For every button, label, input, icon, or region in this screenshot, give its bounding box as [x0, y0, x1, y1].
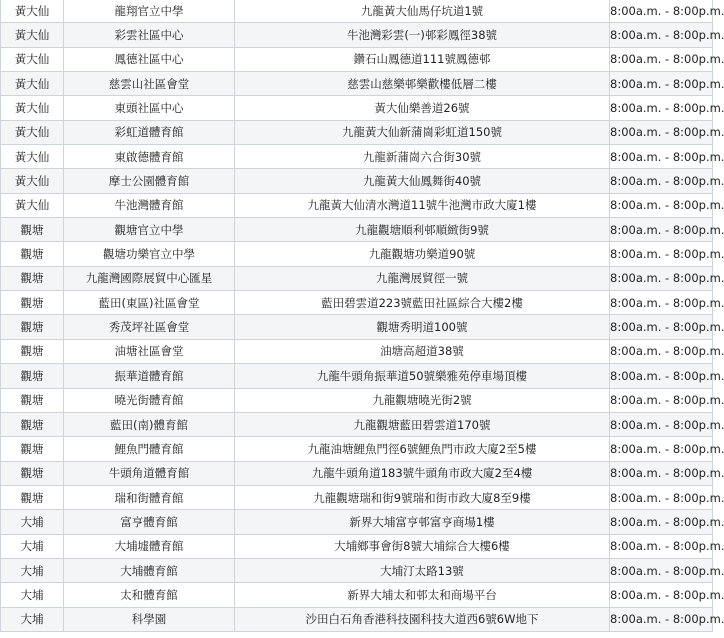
venue-name-cell: 科學園 — [64, 607, 235, 631]
venue-name-cell: 大埔體育館 — [64, 558, 235, 582]
district-cell: 觀塘 — [1, 291, 64, 315]
venue-name-cell: 藍田(南)體育館 — [64, 412, 235, 436]
district-cell: 大埔 — [1, 534, 64, 558]
district-cell: 黃大仙 — [1, 145, 64, 169]
venue-name-cell: 彩虹道體育館 — [64, 120, 235, 144]
table-row — [1, 607, 713, 631]
table-row — [1, 461, 713, 485]
address-cell: 新界大埔富亨邨富亨商場1樓 — [235, 510, 610, 534]
venue-name-cell: 彩雲社區中心 — [64, 23, 235, 47]
venue-name-cell: 太和體育館 — [64, 583, 235, 607]
venue-name-cell: 鯉魚門體育館 — [64, 437, 235, 461]
table-row — [1, 47, 713, 71]
table-row — [1, 145, 713, 169]
venue-name-cell: 東啟德體育館 — [64, 145, 235, 169]
opening-hours-cell: 8:00a.m. - 8:00p.m. — [610, 364, 713, 388]
opening-hours-cell: 8:00a.m. - 8:00p.m. — [610, 485, 713, 509]
address-cell: 九龍觀塘曉光街2號 — [235, 388, 610, 412]
table-row — [1, 315, 713, 339]
table-row — [1, 583, 713, 607]
venue-name-cell: 鳳德社區中心 — [64, 47, 235, 71]
district-cell: 大埔 — [1, 607, 64, 631]
venue-name-cell: 龍翔官立中學 — [64, 0, 235, 23]
table-row — [1, 437, 713, 461]
district-cell: 觀塘 — [1, 364, 64, 388]
venue-name-cell: 東頭社區中心 — [64, 96, 235, 120]
venue-name-cell: 牛頭角道體育館 — [64, 461, 235, 485]
address-cell: 九龍觀塘瑞和街9號瑞和街市政大廈8至9樓 — [235, 485, 610, 509]
district-cell: 黃大仙 — [1, 23, 64, 47]
opening-hours-cell: 8:00a.m. - 8:00p.m. — [610, 437, 713, 461]
opening-hours-cell: 8:00a.m. - 8:00p.m. — [610, 266, 713, 290]
opening-hours-cell: 8:00a.m. - 8:00p.m. — [610, 583, 713, 607]
opening-hours-cell: 8:00a.m. - 8:00p.m. — [610, 534, 713, 558]
venue-name-cell: 曉光街體育館 — [64, 388, 235, 412]
table-row — [1, 364, 713, 388]
table-row — [1, 120, 713, 144]
address-cell: 大埔鄉事會街8號大埔綜合大樓6樓 — [235, 534, 610, 558]
address-cell: 九龍新蒲崗六合街30號 — [235, 145, 610, 169]
venue-name-cell: 觀塘功樂官立中學 — [64, 242, 235, 266]
table-row — [1, 242, 713, 266]
district-cell: 觀塘 — [1, 339, 64, 363]
venue-name-cell: 秀茂坪社區會堂 — [64, 315, 235, 339]
address-cell: 鑽石山鳳德道111號鳳德邨 — [235, 47, 610, 71]
venue-name-cell: 慈雲山社區會堂 — [64, 72, 235, 96]
table-row — [1, 534, 713, 558]
address-cell: 沙田白石角香港科技園科技大道西6號6W地下 — [235, 607, 610, 631]
venue-name-cell: 牛池灣體育館 — [64, 193, 235, 217]
table-row — [1, 291, 713, 315]
opening-hours-cell: 8:00a.m. - 8:00p.m. — [610, 607, 713, 631]
opening-hours-cell: 8:00a.m. - 8:00p.m. — [610, 510, 713, 534]
table-row — [1, 218, 713, 242]
venue-name-cell: 九龍灣國際展貿中心匯星 — [64, 266, 235, 290]
address-cell: 牛池灣彩雲(一)邨彩鳳徑38號 — [235, 23, 610, 47]
district-cell: 觀塘 — [1, 388, 64, 412]
district-cell: 黃大仙 — [1, 169, 64, 193]
address-cell: 九龍黃大仙清水灣道11號牛池灣市政大廈1樓 — [235, 193, 610, 217]
address-cell: 油塘高超道38號 — [235, 339, 610, 363]
opening-hours-cell: 8:00a.m. - 8:00p.m. — [610, 23, 713, 47]
venue-name-cell: 油塘社區會堂 — [64, 339, 235, 363]
district-cell: 黃大仙 — [1, 72, 64, 96]
venue-name-cell: 富亨體育館 — [64, 510, 235, 534]
district-cell: 觀塘 — [1, 315, 64, 339]
opening-hours-cell: 8:00a.m. - 8:00p.m. — [610, 145, 713, 169]
district-cell: 觀塘 — [1, 461, 64, 485]
venue-name-cell: 觀塘官立中學 — [64, 218, 235, 242]
district-cell: 觀塘 — [1, 242, 64, 266]
district-cell: 觀塘 — [1, 412, 64, 436]
opening-hours-cell: 8:00a.m. - 8:00p.m. — [610, 242, 713, 266]
district-cell: 黃大仙 — [1, 47, 64, 71]
opening-hours-cell: 8:00a.m. - 8:00p.m. — [610, 47, 713, 71]
opening-hours-cell: 8:00a.m. - 8:00p.m. — [610, 315, 713, 339]
table-row — [1, 412, 713, 436]
district-cell: 大埔 — [1, 583, 64, 607]
opening-hours-cell: 8:00a.m. - 8:00p.m. — [610, 72, 713, 96]
opening-hours-cell: 8:00a.m. - 8:00p.m. — [610, 388, 713, 412]
venue-name-cell: 藍田(東區)社區會堂 — [64, 291, 235, 315]
address-cell: 九龍牛頭角振華道50號樂雅苑停車場頂樓 — [235, 364, 610, 388]
district-cell: 黃大仙 — [1, 120, 64, 144]
district-cell: 大埔 — [1, 510, 64, 534]
table-row — [1, 0, 713, 23]
district-cell: 觀塘 — [1, 437, 64, 461]
address-cell: 九龍觀塘藍田碧雲道170號 — [235, 412, 610, 436]
address-cell: 新界大埔太和邨太和商場平台 — [235, 583, 610, 607]
district-cell: 觀塘 — [1, 485, 64, 509]
district-cell: 黃大仙 — [1, 193, 64, 217]
opening-hours-cell: 8:00a.m. - 8:00p.m. — [610, 0, 713, 23]
address-cell: 藍田碧雲道223號藍田社區綜合大樓2樓 — [235, 291, 610, 315]
table-row — [1, 169, 713, 193]
address-cell: 九龍黃大仙新蒲崗彩虹道150號 — [235, 120, 610, 144]
opening-hours-cell: 8:00a.m. - 8:00p.m. — [610, 461, 713, 485]
district-cell: 黃大仙 — [1, 0, 64, 23]
venue-name-cell: 振華道體育館 — [64, 364, 235, 388]
address-cell: 九龍油塘鯉魚門徑6號鯉魚門市政大廈2至5樓 — [235, 437, 610, 461]
table-row — [1, 339, 713, 363]
opening-hours-cell: 8:00a.m. - 8:00p.m. — [610, 558, 713, 582]
address-cell: 黃大仙樂善道26號 — [235, 96, 610, 120]
table-row — [1, 96, 713, 120]
table-row — [1, 23, 713, 47]
opening-hours-cell: 8:00a.m. - 8:00p.m. — [610, 96, 713, 120]
address-cell: 九龍黃大仙鳳舞街40號 — [235, 169, 610, 193]
address-cell: 九龍牛頭角道183號牛頭角市政大廈2至4樓 — [235, 461, 610, 485]
venue-name-cell: 摩士公園體育館 — [64, 169, 235, 193]
district-cell: 觀塘 — [1, 218, 64, 242]
opening-hours-cell: 8:00a.m. - 8:00p.m. — [610, 193, 713, 217]
table-row — [1, 266, 713, 290]
venue-name-cell: 大埔墟體育館 — [64, 534, 235, 558]
table-row — [1, 72, 713, 96]
opening-hours-cell: 8:00a.m. - 8:00p.m. — [610, 291, 713, 315]
district-cell: 黃大仙 — [1, 96, 64, 120]
opening-hours-cell: 8:00a.m. - 8:00p.m. — [610, 218, 713, 242]
venue-table-body — [1, 0, 724, 631]
district-cell: 大埔 — [1, 558, 64, 582]
opening-hours-cell: 8:00a.m. - 8:00p.m. — [610, 339, 713, 363]
table-row — [1, 193, 713, 217]
address-cell: 九龍觀塘順利邨順緻街9號 — [235, 218, 610, 242]
opening-hours-cell: 8:00a.m. - 8:00p.m. — [610, 169, 713, 193]
venue-name-cell: 瑞和街體育館 — [64, 485, 235, 509]
address-cell: 九龍黃大仙馬仔坑道1號 — [235, 0, 610, 23]
opening-hours-cell: 8:00a.m. - 8:00p.m. — [610, 412, 713, 436]
address-cell: 慈雲山慈樂邨樂歡樓低層二樓 — [235, 72, 610, 96]
address-cell: 大埔汀太路13號 — [235, 558, 610, 582]
opening-hours-cell: 8:00a.m. - 8:00p.m. — [610, 120, 713, 144]
table-row — [1, 388, 713, 412]
address-cell: 觀塘秀明道100號 — [235, 315, 610, 339]
table-row — [1, 485, 713, 509]
table-row — [1, 510, 713, 534]
district-cell: 觀塘 — [1, 266, 64, 290]
address-cell: 九龍灣展貿徑一號 — [235, 266, 610, 290]
address-cell: 九龍觀塘功樂道90號 — [235, 242, 610, 266]
table-row — [1, 558, 713, 582]
